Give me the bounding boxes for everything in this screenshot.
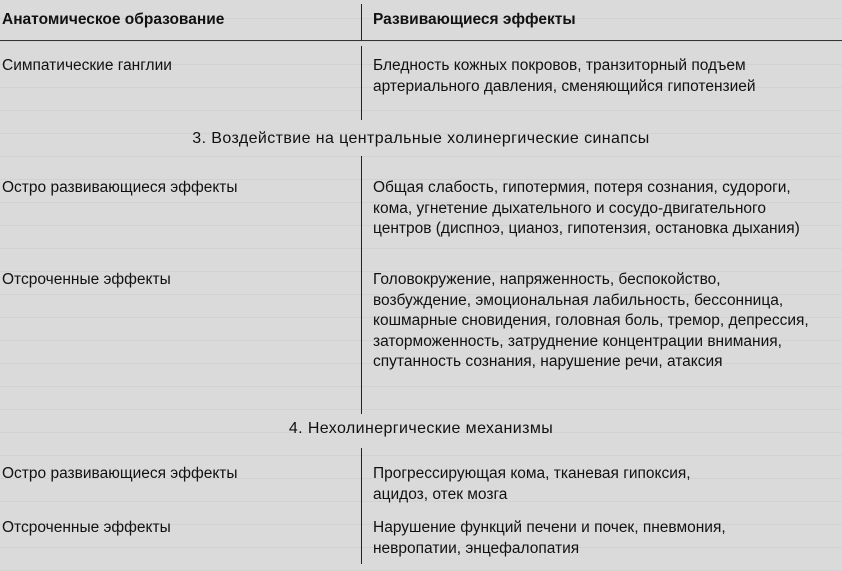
column-divider (361, 448, 362, 564)
column-divider (361, 46, 362, 120)
cell-anatomical: Отсроченные эффекты (2, 519, 171, 536)
cell-effects: Общая слабость, гипотермия, потеря сознания, судороги, кома, угнетение дыхательного и сосудо-двигательного центров (диспноэ, цианоз, гипотензия, остановка дыхания) (373, 179, 800, 237)
cell-effects: Прогрессирующая кома, тканевая гипоксия, ацидоз, отек мозга (373, 465, 691, 503)
header-rule (0, 40, 842, 41)
cell-effects: Нарушение функций печени и почек, пневмония, невропатии, энцефалопатия (373, 519, 726, 557)
cell-anatomical: Остро развивающиеся эффекты (2, 465, 238, 482)
column-divider (361, 4, 362, 40)
cell-anatomical: Симпатические ганглии (2, 57, 172, 74)
header-developing-effects: Развивающиеся эффекты (373, 11, 576, 28)
cell-anatomical: Отсроченные эффекты (2, 271, 171, 288)
cell-effects: Бледность кожных покровов, транзиторный подъем артериального давления, сменяющийся гипотензией (373, 57, 756, 95)
cell-anatomical: Остро развивающиеся эффекты (2, 179, 238, 196)
section-title-4: 4. Нехолинергические механизмы (288, 420, 554, 437)
cell-effects: Головокружение, напряженность, беспокойство, возбуждение, эмоциональная лабильность, бессонница, кошмарные сновидения, головная боль, тремор, депрессия, заторможенность, затруднение концентрации внимания, спутанность сознания, нарушение речи, атаксия (373, 271, 809, 370)
section-title-3: 3. Воздействие на центральные холинергические синапсы (192, 130, 650, 147)
column-divider (361, 156, 362, 414)
header-anatomical-formation: Анатомическое образование (2, 11, 225, 28)
